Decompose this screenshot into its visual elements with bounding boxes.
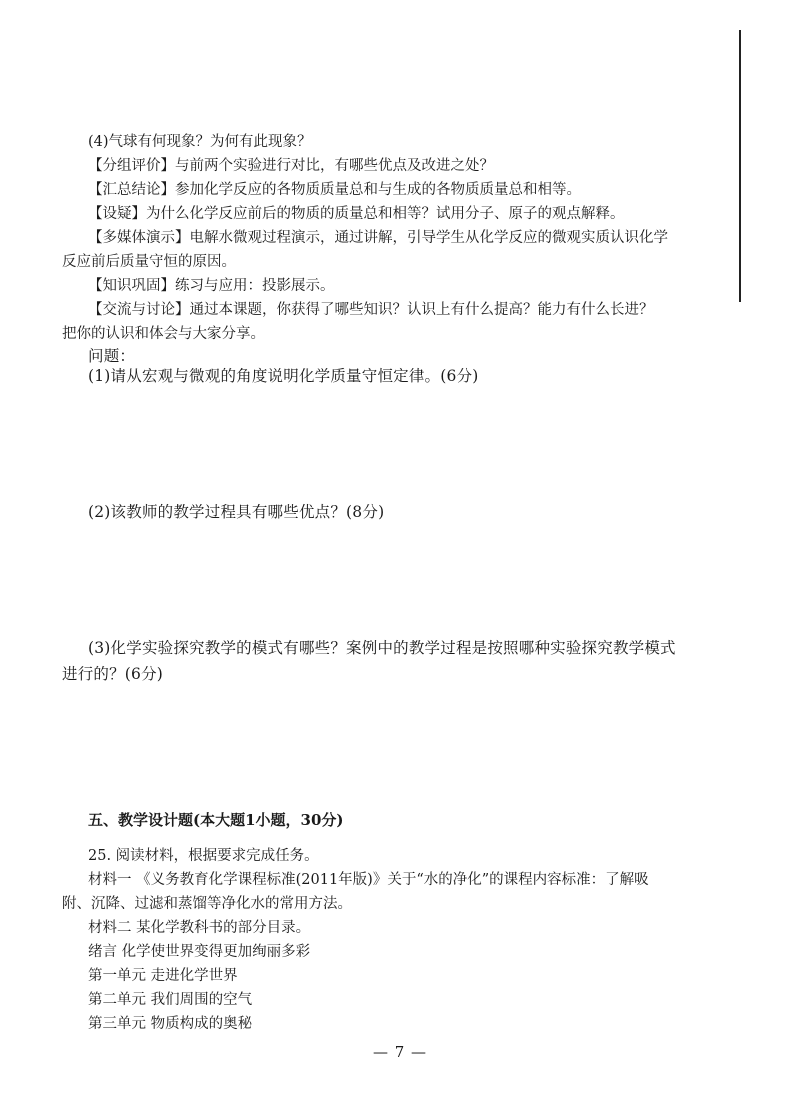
question-25: 25. 阅读材料，根据要求完成任务。 xyxy=(88,848,319,864)
toc-item: 绪言 化学使世界变得更加绚丽多彩 xyxy=(88,944,311,960)
knowledge-consolidation: 【知识巩固】练习与应用：投影展示。 xyxy=(88,278,335,294)
toc-item: 第一单元 走进化学世界 xyxy=(88,968,238,984)
material-one-line1: 材料一 《义务教育化学课程标准(2011年版)》关于“水的净化”的课程内容标准：了解吸 xyxy=(88,872,649,888)
material-two: 材料二 某化学教科书的部分目录。 xyxy=(88,920,311,936)
material-one-line2: 附、沉降、过滤和蒸馏等净化水的常用方法。 xyxy=(62,896,352,912)
questions-heading: 问题： xyxy=(88,347,136,365)
discussion-line2: 把你的认识和体会与大家分享。 xyxy=(62,326,265,342)
section-five-title: 五、教学设计题(本大题1小题，30分) xyxy=(88,811,344,829)
multimedia-demo-line2: 反应前后质量守恒的原因。 xyxy=(62,254,236,270)
summary-conclusion: 【汇总结论】参加化学反应的各物质质量总和与生成的各物质质量总和相等。 xyxy=(88,182,581,198)
multimedia-demo-line1: 【多媒体演示】电解水微观过程演示，通过讲解，引导学生从化学反应的微观实质认识化学 xyxy=(88,230,668,246)
discussion-line1: 【交流与讨论】通过本课题，你获得了哪些知识？认识上有什么提高？能力有什么长进？ xyxy=(88,302,654,318)
question-1: (1)请从宏观与微观的角度说明化学质量守恒定律。(6分) xyxy=(88,367,479,385)
scan-edge-line xyxy=(739,30,741,302)
toc-item: 第二单元 我们周围的空气 xyxy=(88,992,253,1008)
balloon-question: (4)气球有何现象？为何有此现象？ xyxy=(88,134,312,150)
page-number: — 7 — xyxy=(372,1043,428,1061)
group-evaluation: 【分组评价】与前两个实验进行对比，有哪些优点及改进之处？ xyxy=(88,158,494,174)
question-3-line1: (3)化学实验探究教学的模式有哪些？案例中的教学过程是按照哪种实验探究教学模式 xyxy=(88,639,676,657)
doubt-prompt: 【设疑】为什么化学反应前后的物质的质量总和相等？试用分子、原子的观点解释。 xyxy=(88,206,625,222)
question-3-line2: 进行的？(6分) xyxy=(62,665,164,683)
toc-item: 第三单元 物质构成的奥秘 xyxy=(88,1016,253,1032)
question-2: (2)该教师的教学过程具有哪些优点？(8分) xyxy=(88,503,385,521)
